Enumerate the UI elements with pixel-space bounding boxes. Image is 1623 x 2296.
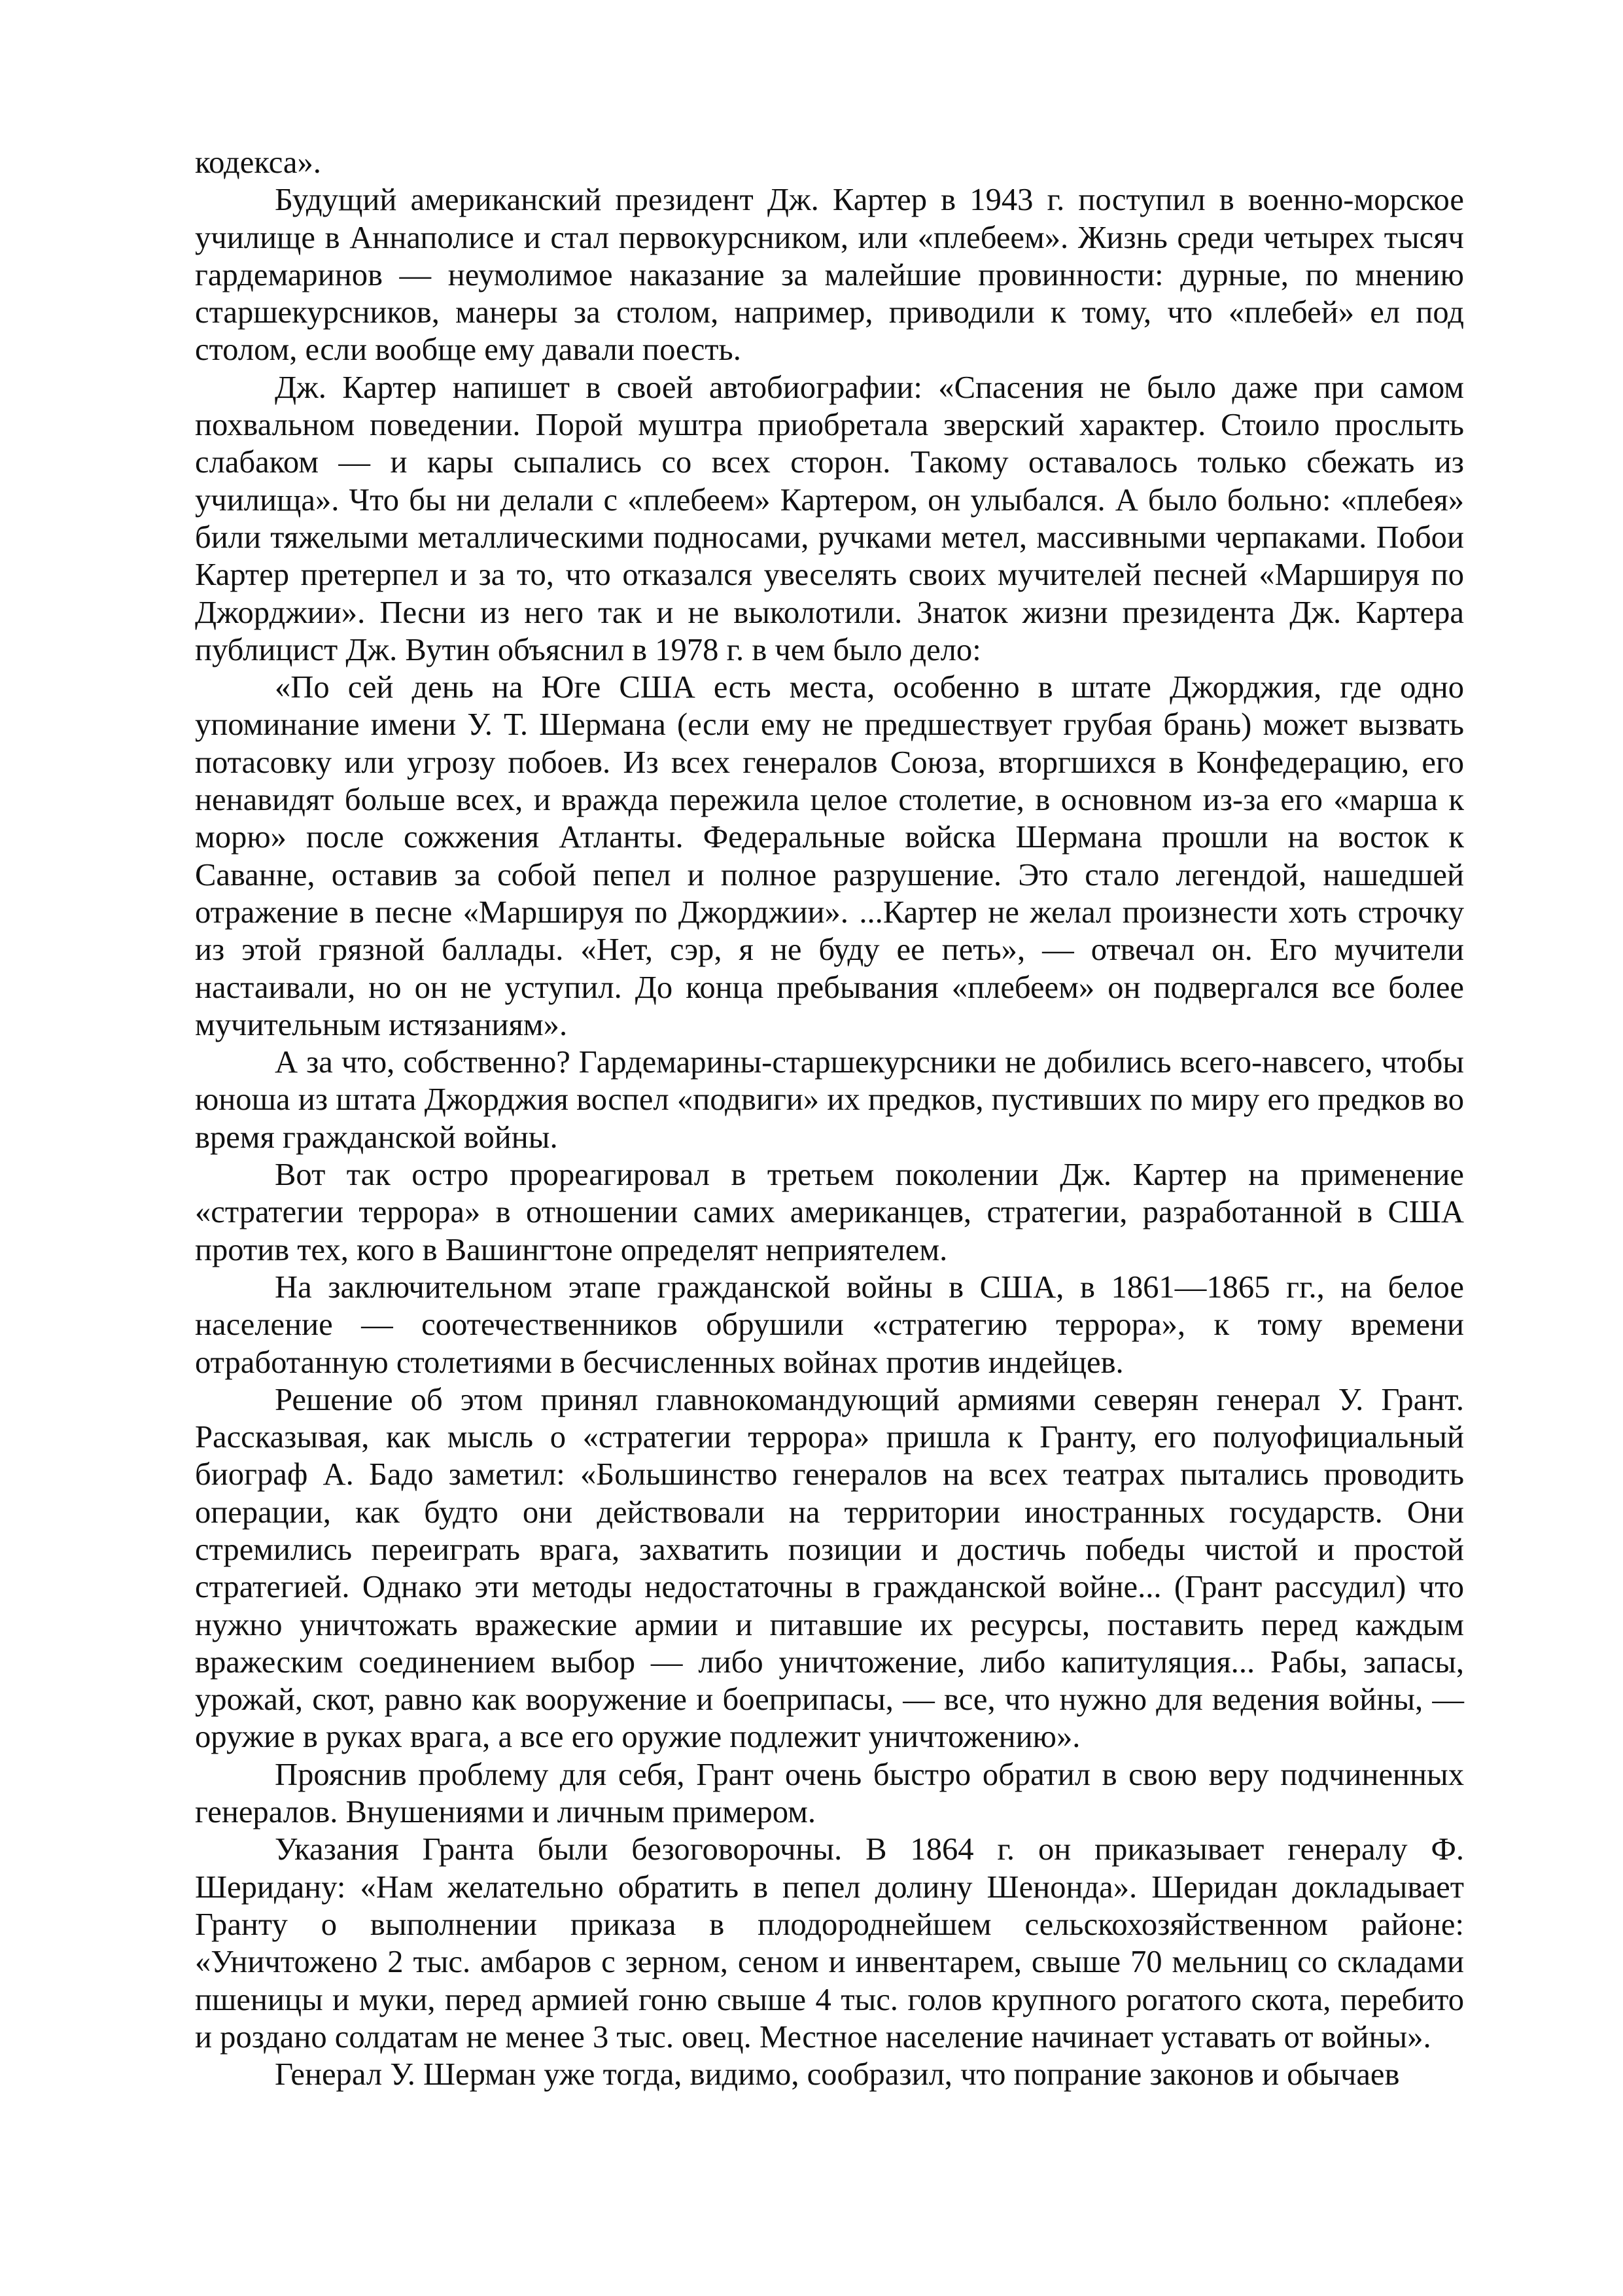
paragraph-8: Решение об этом принял главнокомандующий армиями северян генерал У. Грант. Рассказывая, как мысль о «стратегии террора» пришла к Гранту, его полуофициальный биограф А. Бадо заметил: «Большинство генералов на всех театрах пытались проводить операции, как будто они действовали на территории иностранных государств. Они стремились переиграть врага, захватить позиции и достичь победы чистой и простой стратегией. Однако эти методы недостаточны в гражданской войне... (Грант рассудил) что нужно уничтожать вражеские армии и питавшие их ресурсы, поставить перед каждым вражеским соединением выбор — либо уничтожение, либо капитуляция... Рабы, запасы, урожай, скот, равно как вооружение и боеприпасы, — все, что нужно для ведения войны, — оружие в руках врага, а все его оружие подлежит уничтожению». bbox=[195, 1381, 1464, 1755]
paragraph-10: Указания Гранта были безоговорочны. В 1864 г. он приказывает генералу Ф. Шеридану: «Нам желательно обратить в пепел долину Шенонда». Шеридан докладывает Гранту о выполнении приказа в плодороднейшем сельскохозяйственном районе: «Уничтожено 2 тыс. амбаров с зерном, сеном и инвентарем, свыше 70 мельниц со складами пшеницы и муки, перед армией гоню свыше 4 тыс. голов крупного рогатого скота, перебито и роздано солдатам не менее 3 тыс. овец. Местное население начинает уставать от войны». bbox=[195, 1831, 1464, 2055]
paragraph-6: Вот так остро прореагировал в третьем поколении Дж. Картер на применение «стратегии террора» в отношении самих американцев, стратегии, разработанной в США против тех, кого в Вашингтоне определят неприятелем. bbox=[195, 1157, 1464, 1267]
paragraph-7: На заключительном этапе гражданской войны в США, в 1861—1865 гг., на белое население — соотечественников обрушили «стратегию террора», к тому времени отработанную столетиями в бесчисленных войнах против индейцев. bbox=[195, 1269, 1464, 1380]
paragraph-4-quote: «По сей день на Юге США есть места, особенно в штате Джорджия, где одно упоминание имени У. Т. Шермана (если ему не предшествует грубая брань) может вызвать потасовку или угрозу побоев. Из всех генералов Союза, вторгшихся в Конфедерацию, его ненавидят больше всех, и вражда пережила целое столетие, в основном из-за его «марша к морю» после сожжения Атланты. Федеральные войска Шермана прошли на восток к Саванне, оставив за собой пепел и полное разрушение. Это стало легендой, нашедшей отражение в песне «Маршируя по Джорджии». ...Картер не желал произнести хоть строчку из этой грязной баллады. «Нет, сэр, я не буду ее петь», — отвечал он. Его мучители настаивали, но он не уступил. До конца пребывания «плебеем» он подвергался все более мучительным истязаниям». bbox=[195, 669, 1464, 1042]
paragraph-2: Будущий американский президент Дж. Картер в 1943 г. поступил в военно-морское училище в Аннаполисе и стал первокурсником, или «плебеем». Жизнь среди четырех тысяч гардемаринов — неумолимое наказание за малейшие провинности: дурные, по мнению старшекурсников, манеры за столом, например, приводили к тому, что «плебей» ел под столом, если вообще ему давали поесть. bbox=[195, 182, 1464, 368]
paragraph-11: Генерал У. Шерман уже тогда, видимо, сообразил, что попрание законов и обычаев bbox=[275, 2057, 1400, 2093]
paragraph-5: А за что, собственно? Гардемарины-старшекурсники не добились всего-навсего, чтобы юноша из штата Джорджия воспел «подвиги» их предков, пустивших по миру его предков во время гражданской войны. bbox=[195, 1044, 1464, 1155]
paragraph-1: кодекса». bbox=[195, 145, 321, 180]
paragraph-3: Дж. Картер напишет в своей автобиографии: «Спасения не было даже при самом похвальном поведении. Порой муштра приобретала зверский характер. Стоило прослыть слабаком — и кары сыпались со всех сторон. Такому оставалось только сбежать из училища». Что бы ни делали с «плебеем» Картером, он улыбался. А было больно: «плебея» били тяжелыми металлическими подносами, ручками метел, массивными черпаками. Побои Картер претерпел и за то, что отказался увеселять своих мучителей песней «Маршируя по Джорджии». Песни из него так и не выколотили. Знаток жизни президента Дж. Картера публицист Дж. Вутин объяснил в 1978 г. в чем было дело: bbox=[195, 369, 1464, 667]
paragraph-9: Прояснив проблему для себя, Грант очень быстро обратил в свою веру подчиненных генералов. Внушениями и личным примером. bbox=[195, 1756, 1464, 1830]
document-page bbox=[195, 144, 1464, 2093]
